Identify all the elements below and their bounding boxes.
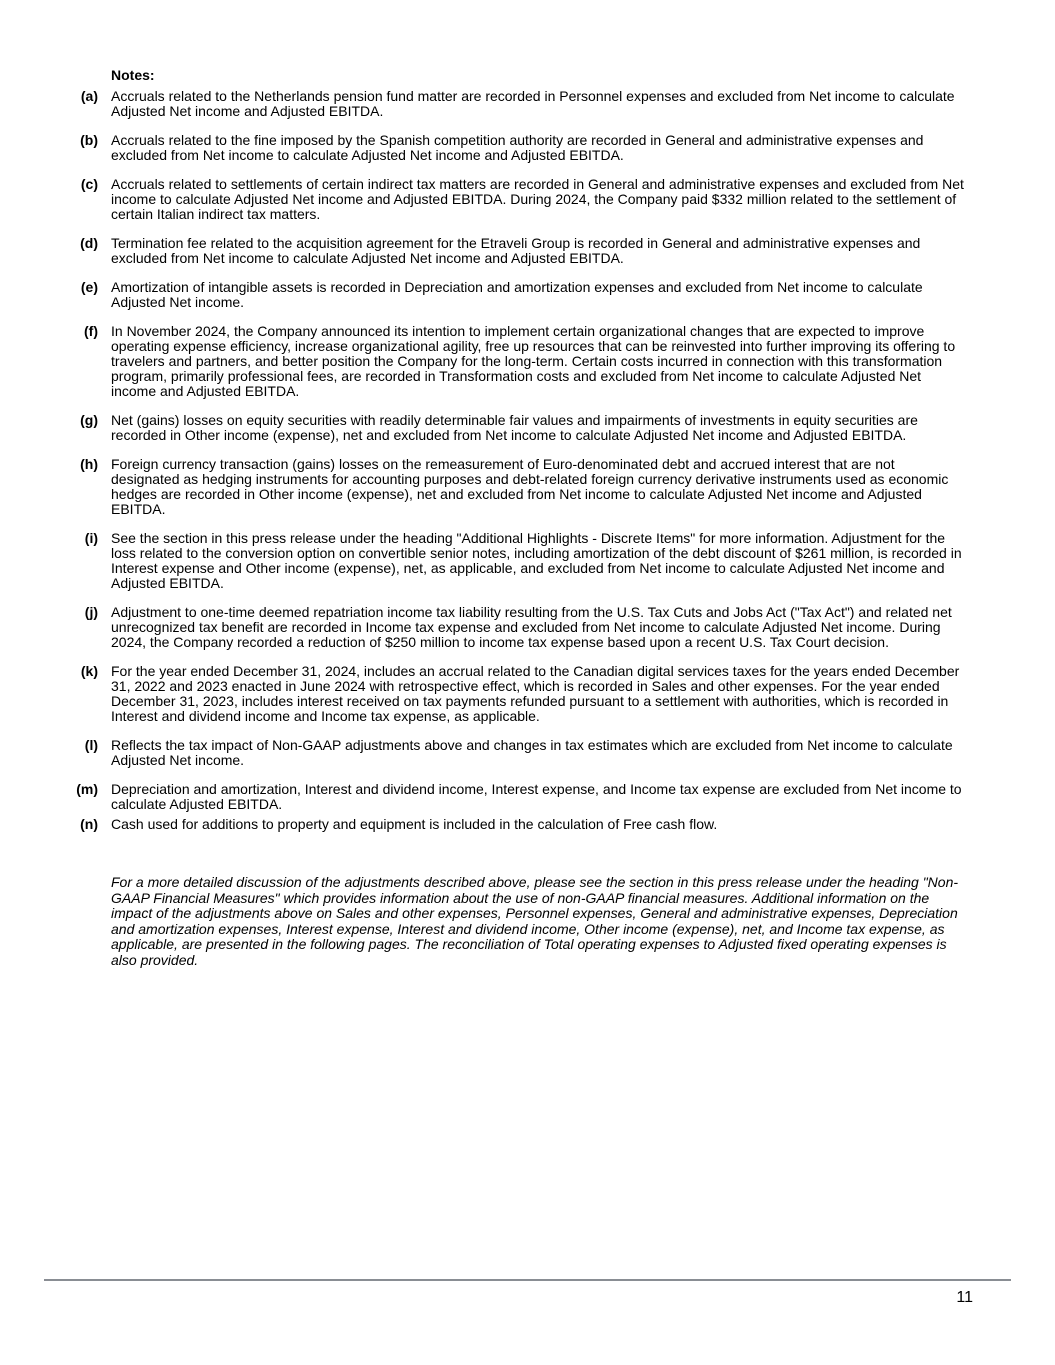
note-item-i — [62, 531, 965, 591]
note-label: (j) — [84, 604, 98, 620]
note-item-k — [62, 664, 965, 724]
note-text: Cash used for additions to property and equipment is included in the calculation of Free cash flow. — [111, 816, 718, 832]
note-text: Termination fee related to the acquisition agreement for the Etraveli Group is recorded in General and administrative expenses and excluded from Net income to calculate Adjusted Net income and Adjusted EBITDA. — [111, 235, 921, 266]
note-label: (i) — [84, 530, 98, 546]
note-text: Net (gains) losses on equity securities with readily determinable fair values and impairments of investments in equity securities are recorded in Other income (expense), net and excluded from Net income to calculate Adjusted Net income and Adjusted EBITDA. — [111, 412, 918, 443]
page-number: 11 — [956, 1289, 973, 1306]
note-item-c — [62, 177, 965, 222]
note-text: Accruals related to the fine imposed by the Spanish competition authority are recorded in General and administrative expenses and excluded from Net income to calculate Adjusted Net income and Adjusted EBITDA. — [111, 132, 924, 163]
note-text: Reflects the tax impact of Non-GAAP adjustments above and changes in tax estimates which are excluded from Net income to calculate Adjusted Net income. — [111, 737, 953, 768]
note-text: Adjustment to one-time deemed repatriation income tax liability resulting from the U.S. Tax Cuts and Jobs Act ("Tax Act") and related net unrecognized tax benefit are recorded in Income tax expense and excluded from Net income to calculate Adjusted Net income. During 2024, the Company recorded a reduction of $250 million to income tax expense based upon a recent U.S. Tax Court decision. — [111, 604, 952, 650]
note-item-l — [62, 738, 965, 768]
note-label: (m) — [76, 781, 98, 797]
note-text: Foreign currency transaction (gains) losses on the remeasurement of Euro-denominated debt and accrued interest that are not designated as hedging instruments for accounting purposes and debt-related foreign currency derivative instruments used as economic hedges are recorded in Other income (expense), net and excluded from Net income to calculate Adjusted Net income and Adjusted EBITDA. — [111, 456, 949, 517]
note-text: See the section in this press release under the heading "Additional Highlights - Discrete Items" for more information. Adjustment for the loss related to the conversion option on convertible senior notes, including amortization of the debt discount of $261 million, is recorded in Interest expense and Other income (expense), net, as applicable, and excluded from Net income to calculate Adjusted Net income and Adjusted EBITDA. — [111, 530, 962, 591]
note-label: (d) — [80, 235, 98, 251]
note-item-j — [62, 605, 965, 650]
note-label: (a) — [80, 88, 98, 104]
note-item-m — [62, 782, 965, 812]
note-label: (c) — [80, 176, 98, 192]
note-item-d — [62, 236, 965, 266]
note-label: (k) — [80, 663, 98, 679]
note-label: (e) — [80, 279, 98, 295]
note-label: (n) — [80, 816, 98, 832]
note-label: (f) — [84, 323, 98, 339]
closing-paragraph: For a more detailed discussion of the adjustments described above, please see the section in this press release under the heading "Non-GAAP Financial Measures" which provides information about the use of non-GAAP financial measures. Additional information on the impact of the adjustments above on Sales and other expenses, Personnel expenses, General and administrative expenses, Depreciation and amortization expenses, Interest expense, Interest and dividend income, Other income (expense), net, and Income tax expense, as applicable, are presented in the following pages. The reconciliation of Total operating expenses to Adjusted fixed operating expenses is also provided. — [111, 874, 959, 968]
notes-heading: Notes: — [111, 67, 155, 83]
note-text: Amortization of intangible assets is recorded in Depreciation and amortization expenses and excluded from Net income to calculate Adjusted Net income. — [111, 279, 923, 310]
note-label: (g) — [80, 412, 98, 428]
note-item-n — [62, 817, 965, 832]
note-label: (h) — [80, 456, 98, 472]
note-text: In November 2024, the Company announced its intention to implement certain organizational changes that are expected to improve operating expense efficiency, increase organizational agility, free up resources that can be reinvested into further improving its offering to travelers and partners, and better position the Company for the long-term. Certain costs incurred in connection with this transformation program, primarily professional fees, are recorded in Transformation costs and excluded from Net income to calculate Adjusted Net income and Adjusted EBITDA. — [111, 323, 956, 399]
note-item-g — [62, 413, 965, 443]
notes-section — [62, 68, 965, 968]
note-item-f — [62, 324, 965, 399]
note-label: (b) — [80, 132, 98, 148]
note-item-e — [62, 280, 965, 310]
footer-divider — [44, 1279, 1011, 1281]
note-text: Depreciation and amortization, Interest and dividend income, Interest expense, and Income tax expense are excluded from Net income to calculate Adjusted EBITDA. — [111, 781, 962, 812]
note-text: Accruals related to the Netherlands pension fund matter are recorded in Personnel expenses and excluded from Net income to calculate Adjusted Net income and Adjusted EBITDA. — [111, 88, 955, 119]
note-text: Accruals related to settlements of certain indirect tax matters are recorded in General and administrative expenses and excluded from Net income to calculate Adjusted Net income and Adjusted EBITDA. During 2024, the Company paid $332 million related to the settlement of certain Italian indirect tax matters. — [111, 176, 964, 222]
note-text: For the year ended December 31, 2024, includes an accrual related to the Canadian digital services taxes for the years ended December 31, 2022 and 2023 enacted in June 2024 with retrospective effect, which is recorded in Sales and other expenses. For the year ended December 31, 2023, includes interest received on tax payments refunded pursuant to a settlement with authorities, which is recorded in Interest and dividend income and Income tax expense, as applicable. — [111, 663, 960, 724]
note-item-b — [62, 133, 965, 163]
note-item-a — [62, 89, 965, 119]
note-item-h — [62, 457, 965, 517]
note-label: (l) — [84, 737, 98, 753]
